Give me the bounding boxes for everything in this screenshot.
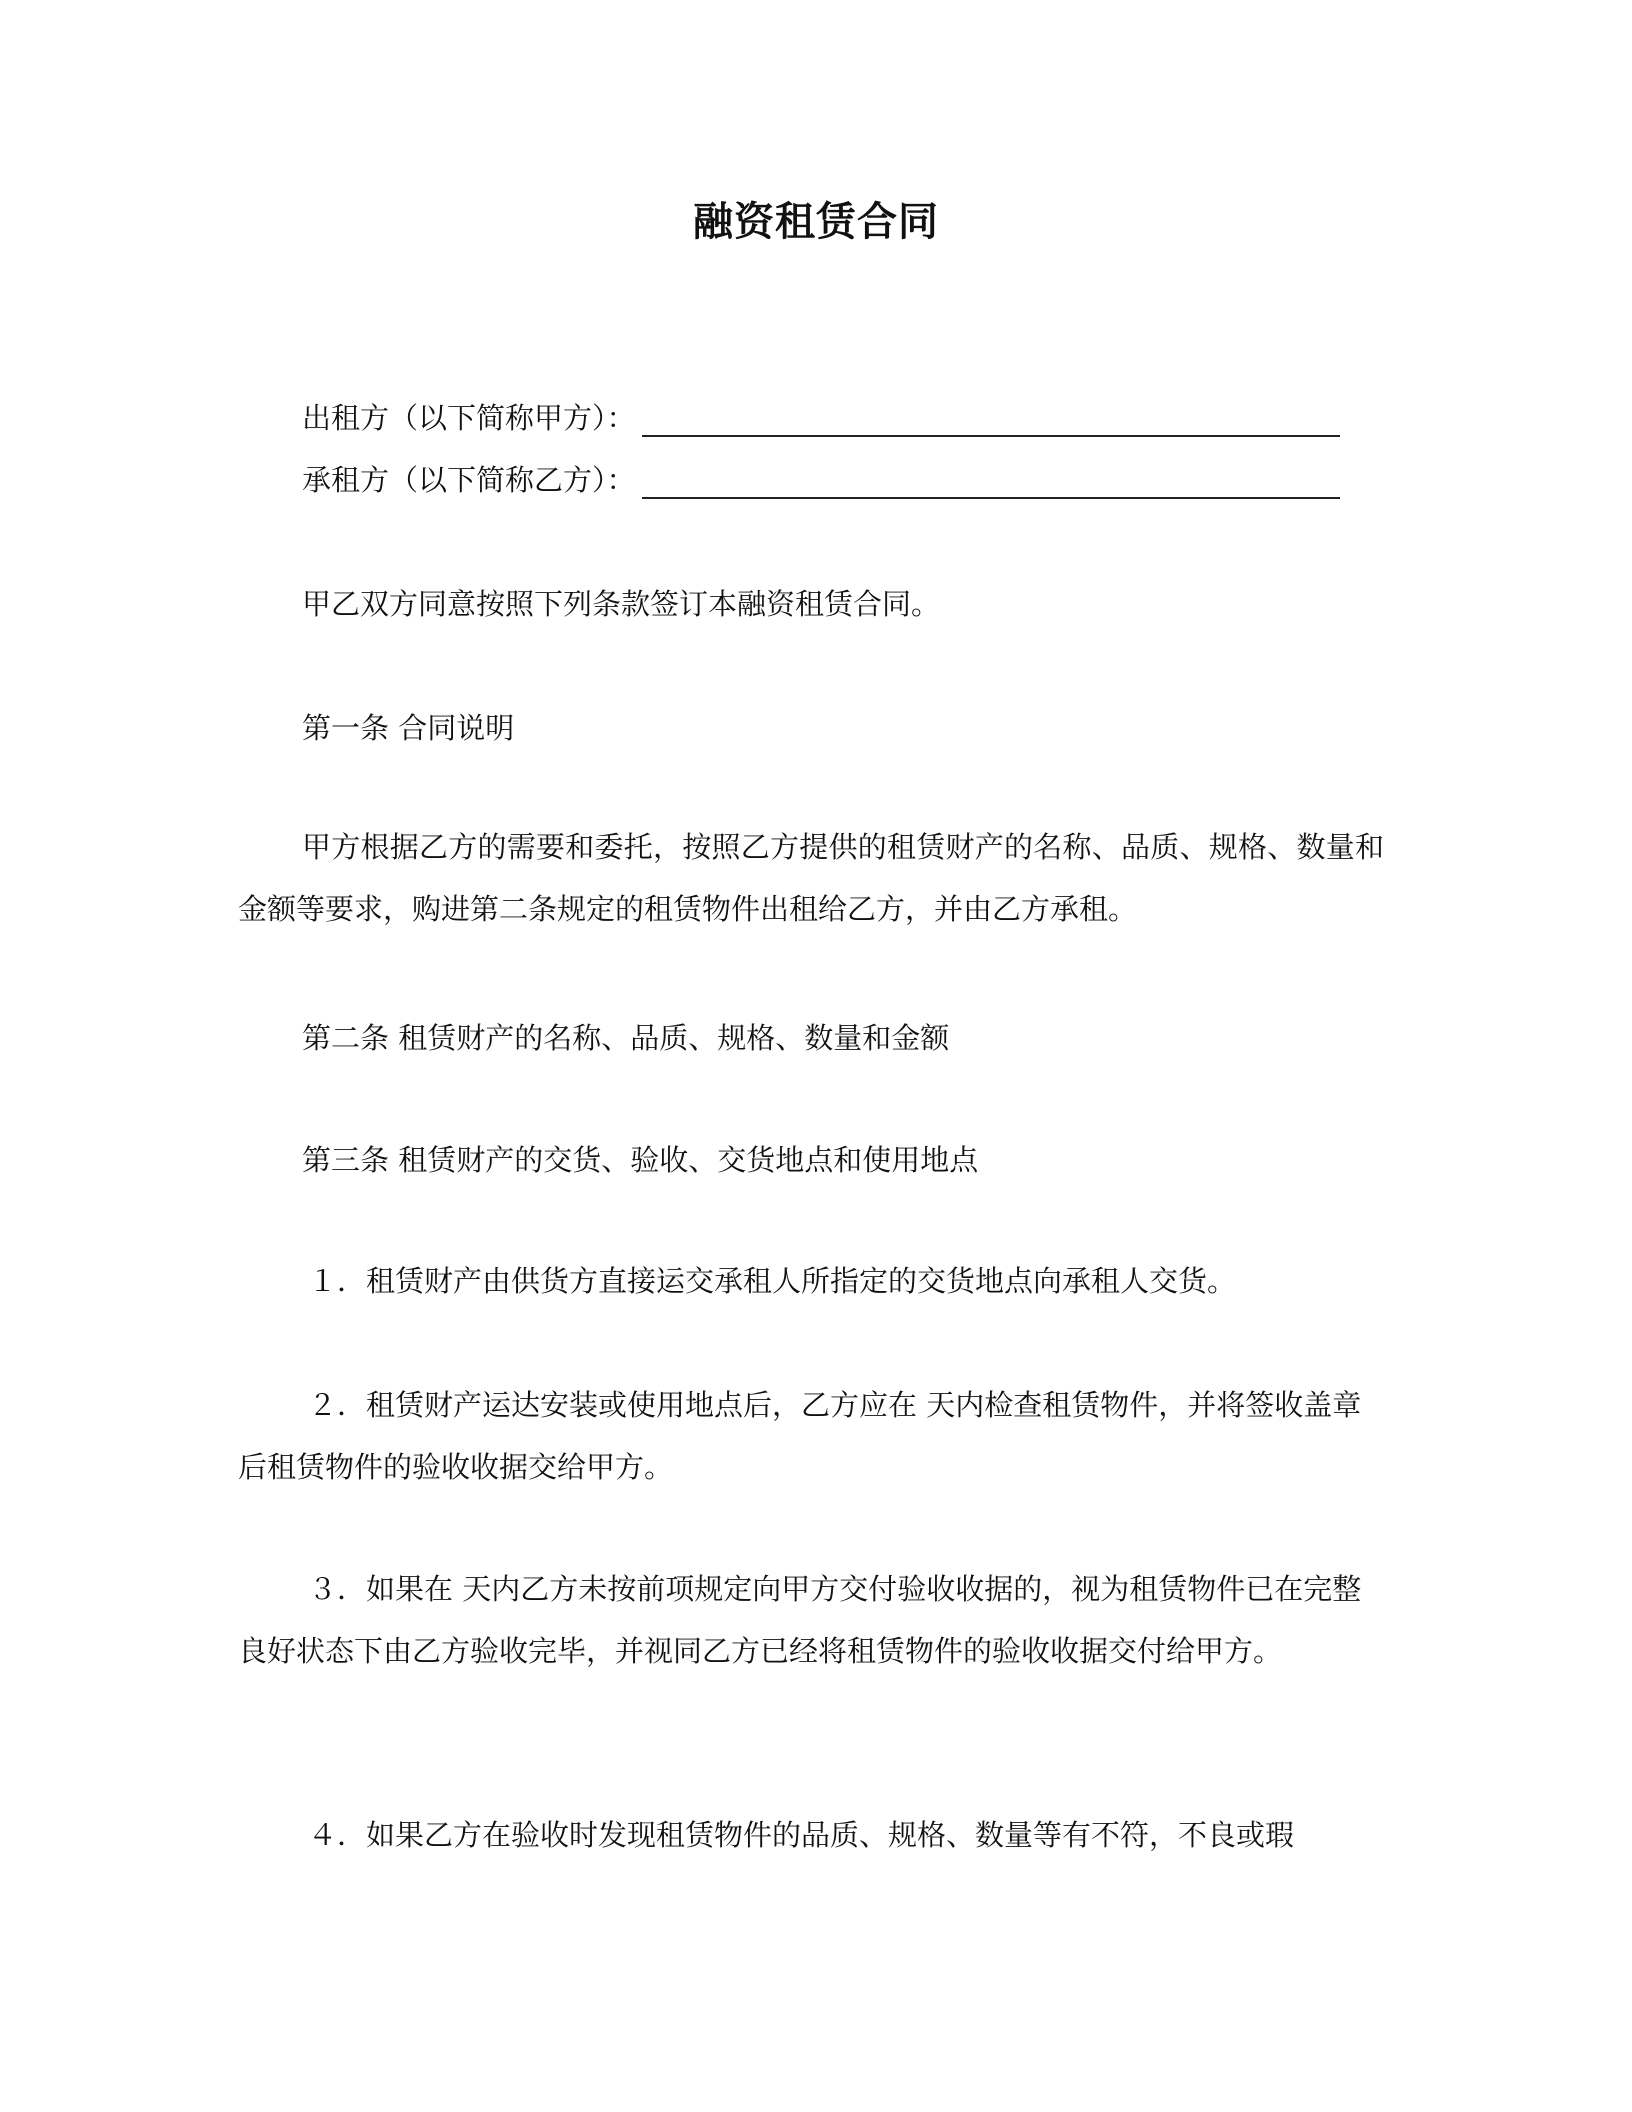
article3-item-1: １．租赁财产由供货方直接运交承租人所指定的交货地点向承租人交货。: [308, 1264, 1237, 1298]
article3-heading: 第三条 租赁财产的交货、验收、交货地点和使用地点: [302, 1143, 979, 1177]
article1-body: 甲方根据乙方的需要和委托，按照乙方提供的租赁财产的名称、品质、规格、数量和金额等要求，购进第二条规定的租赁物件出租给乙方，并由乙方承租。: [238, 830, 1384, 926]
lessor-blank-field: [642, 399, 1340, 437]
lessor-line: [302, 396, 1340, 437]
intro-paragraph: 甲乙双方同意按照下列条款签订本融资租赁合同。: [302, 587, 941, 621]
lessee-blank-field: [642, 461, 1340, 499]
article2-heading: 第二条 租赁财产的名称、品质、规格、数量和金额: [302, 1021, 950, 1055]
lessee-line: [302, 458, 1340, 499]
article3-item-4: ４．如果乙方在验收时发现租赁物件的品质、规格、数量等有不符，不良或瑕: [308, 1818, 1295, 1852]
article1-heading: 第一条 合同说明: [302, 711, 515, 745]
article3-item-3: ３．如果在 天内乙方未按前项规定向甲方交付验收收据的，视为租赁物件已在完整良好状态下由乙方验收完毕，并视同乙方已经将租赁物件的验收收据交付给甲方。: [238, 1572, 1362, 1668]
lessee-label: 承租方（以下简称乙方）：: [302, 463, 636, 497]
article3-item-2: ２．租赁财产运达安装或使用地点后，乙方应在 天内检查租赁物件，并将签收盖章后租赁物件的验收收据交给甲方。: [238, 1388, 1362, 1484]
document-title: 融资租赁合同: [693, 198, 939, 245]
lessor-label: 出租方（以下简称甲方）：: [302, 401, 636, 435]
